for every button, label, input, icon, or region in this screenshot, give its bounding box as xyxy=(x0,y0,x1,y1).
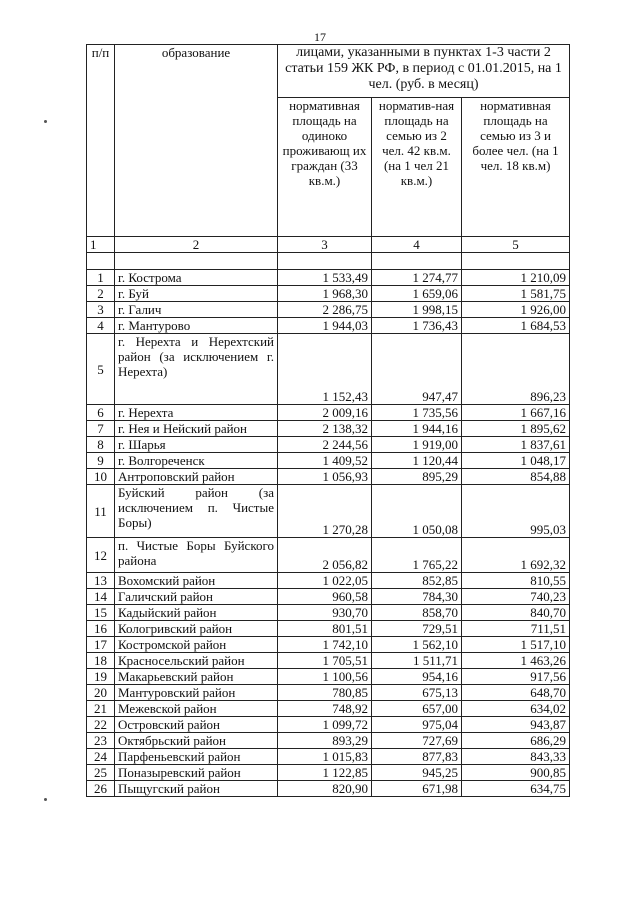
row-value-4: 1 120,44 xyxy=(372,453,462,469)
table-row xyxy=(87,573,570,589)
row-name: Костромской район xyxy=(115,637,278,653)
row-value-4: 729,51 xyxy=(372,621,462,637)
scan-speck xyxy=(44,120,47,123)
row-number: 6 xyxy=(87,405,115,421)
row-value-3: 1 270,28 xyxy=(278,485,372,538)
row-value-4: 1 735,56 xyxy=(372,405,462,421)
row-value-3: 930,70 xyxy=(278,605,372,621)
row-number: 26 xyxy=(87,781,115,797)
row-name: г. Мантурово xyxy=(115,318,278,334)
index-cell: 3 xyxy=(278,237,372,253)
row-number: 20 xyxy=(87,685,115,701)
row-value-5: 1 926,00 xyxy=(462,302,570,318)
row-number: 21 xyxy=(87,701,115,717)
row-number: 4 xyxy=(87,318,115,334)
row-name: Кологривский район xyxy=(115,621,278,637)
row-name: г. Кострома xyxy=(115,270,278,286)
tariff-table xyxy=(86,44,570,797)
row-number: 9 xyxy=(87,453,115,469)
row-number: 1 xyxy=(87,270,115,286)
row-number: 17 xyxy=(87,637,115,653)
table-row xyxy=(87,749,570,765)
row-name: Парфеньевский район xyxy=(115,749,278,765)
row-value-4: 1 765,22 xyxy=(372,538,462,573)
index-cell: 5 xyxy=(462,237,570,253)
table-row xyxy=(87,653,570,669)
row-value-4: 1 562,10 xyxy=(372,637,462,653)
row-value-4: 945,25 xyxy=(372,765,462,781)
row-value-4: 727,69 xyxy=(372,733,462,749)
empty-cell xyxy=(462,253,570,270)
row-value-3: 2 244,56 xyxy=(278,437,372,453)
table-row xyxy=(87,637,570,653)
row-value-3: 1 705,51 xyxy=(278,653,372,669)
row-value-5: 1 048,17 xyxy=(462,453,570,469)
table-row xyxy=(87,302,570,318)
row-name: Кадыйский район xyxy=(115,605,278,621)
row-value-4: 1 919,00 xyxy=(372,437,462,453)
row-name: Пыщугский район xyxy=(115,781,278,797)
row-name: г. Нея и Нейский район xyxy=(115,421,278,437)
row-name: Антроповский район xyxy=(115,469,278,485)
table-empty-row xyxy=(87,253,570,270)
row-name: г. Буй xyxy=(115,286,278,302)
row-number: 10 xyxy=(87,469,115,485)
row-name: Галичский район xyxy=(115,589,278,605)
row-name: г. Нерехта xyxy=(115,405,278,421)
row-value-3: 1 944,03 xyxy=(278,318,372,334)
empty-cell xyxy=(278,253,372,270)
row-name: Мантуровский район xyxy=(115,685,278,701)
table-row xyxy=(87,405,570,421)
row-name: Вохомский район xyxy=(115,573,278,589)
row-name: Островский район xyxy=(115,717,278,733)
row-value-3: 2 286,75 xyxy=(278,302,372,318)
table-index-row xyxy=(87,237,570,253)
row-number: 12 xyxy=(87,538,115,573)
row-name: Красносельский район xyxy=(115,653,278,669)
row-name: Буйский район (за исключением п. Чистые Боры) xyxy=(115,485,278,538)
row-value-3: 1 533,49 xyxy=(278,270,372,286)
table-row xyxy=(87,334,570,405)
table-row xyxy=(87,270,570,286)
row-value-5: 843,33 xyxy=(462,749,570,765)
empty-cell xyxy=(115,253,278,270)
row-value-5: 900,85 xyxy=(462,765,570,781)
empty-cell xyxy=(372,253,462,270)
header-col-name: образование xyxy=(115,45,278,237)
header-group-title: лицами, указанными в пунктах 1-3 части 2 статьи 159 ЖК РФ, в период с 01.01.2015, на 1 чел. (руб. в месяц) xyxy=(278,45,570,98)
row-value-5: 1 692,32 xyxy=(462,538,570,573)
row-value-3: 893,29 xyxy=(278,733,372,749)
row-value-3: 2 056,82 xyxy=(278,538,372,573)
row-name: г. Галич xyxy=(115,302,278,318)
row-value-5: 943,87 xyxy=(462,717,570,733)
row-number: 18 xyxy=(87,653,115,669)
row-number: 14 xyxy=(87,589,115,605)
row-value-3: 1 968,30 xyxy=(278,286,372,302)
row-number: 13 xyxy=(87,573,115,589)
row-number: 19 xyxy=(87,669,115,685)
row-value-5: 995,03 xyxy=(462,485,570,538)
row-value-4: 975,04 xyxy=(372,717,462,733)
row-value-4: 1 736,43 xyxy=(372,318,462,334)
row-value-3: 1 742,10 xyxy=(278,637,372,653)
row-name: г. Шарья xyxy=(115,437,278,453)
table-row xyxy=(87,485,570,538)
header-col-4: норматив-ная площадь на семью из 2 чел. 42 кв.м. (на 1 чел 21 кв.м.) xyxy=(372,98,462,237)
row-value-5: 634,02 xyxy=(462,701,570,717)
table-row xyxy=(87,717,570,733)
index-cell: 4 xyxy=(372,237,462,253)
table-row xyxy=(87,621,570,637)
row-number: 25 xyxy=(87,765,115,781)
row-value-3: 1 056,93 xyxy=(278,469,372,485)
row-value-5: 686,29 xyxy=(462,733,570,749)
row-value-5: 1 581,75 xyxy=(462,286,570,302)
row-value-4: 1 944,16 xyxy=(372,421,462,437)
page-number: 17 xyxy=(314,30,326,44)
row-name: п. Чистые Боры Буйского района xyxy=(115,538,278,573)
row-value-4: 675,13 xyxy=(372,685,462,701)
table-row xyxy=(87,318,570,334)
row-value-3: 1 152,43 xyxy=(278,334,372,405)
row-value-4: 1 050,08 xyxy=(372,485,462,538)
table-row xyxy=(87,669,570,685)
row-value-3: 1 022,05 xyxy=(278,573,372,589)
row-number: 23 xyxy=(87,733,115,749)
row-value-5: 1 463,26 xyxy=(462,653,570,669)
row-value-3: 820,90 xyxy=(278,781,372,797)
table-row xyxy=(87,605,570,621)
row-value-5: 1 210,09 xyxy=(462,270,570,286)
table-row xyxy=(87,538,570,573)
row-number: 2 xyxy=(87,286,115,302)
row-number: 3 xyxy=(87,302,115,318)
row-value-3: 1 015,83 xyxy=(278,749,372,765)
table-row xyxy=(87,765,570,781)
row-value-5: 917,56 xyxy=(462,669,570,685)
row-number: 7 xyxy=(87,421,115,437)
row-value-4: 657,00 xyxy=(372,701,462,717)
row-value-3: 748,92 xyxy=(278,701,372,717)
row-number: 8 xyxy=(87,437,115,453)
table-row xyxy=(87,437,570,453)
row-value-5: 1 517,10 xyxy=(462,637,570,653)
row-value-3: 1 122,85 xyxy=(278,765,372,781)
row-value-5: 1 684,53 xyxy=(462,318,570,334)
row-value-5: 854,88 xyxy=(462,469,570,485)
row-value-4: 1 511,71 xyxy=(372,653,462,669)
row-value-4: 877,83 xyxy=(372,749,462,765)
row-number: 15 xyxy=(87,605,115,621)
row-value-3: 1 099,72 xyxy=(278,717,372,733)
row-name: Поназыревский район xyxy=(115,765,278,781)
row-value-4: 852,85 xyxy=(372,573,462,589)
row-value-3: 960,58 xyxy=(278,589,372,605)
row-value-3: 2 138,32 xyxy=(278,421,372,437)
header-col-5: нормативная площадь на семью из 3 и более чел. (на 1 чел. 18 кв.м) xyxy=(462,98,570,237)
row-value-3: 1 100,56 xyxy=(278,669,372,685)
row-value-4: 1 998,15 xyxy=(372,302,462,318)
row-value-5: 840,70 xyxy=(462,605,570,621)
row-value-5: 896,23 xyxy=(462,334,570,405)
table-header-row xyxy=(87,45,570,98)
row-value-5: 1 667,16 xyxy=(462,405,570,421)
row-name: Октябрьский район xyxy=(115,733,278,749)
table-row xyxy=(87,701,570,717)
row-value-4: 671,98 xyxy=(372,781,462,797)
table-row xyxy=(87,685,570,701)
row-value-3: 2 009,16 xyxy=(278,405,372,421)
table-row xyxy=(87,286,570,302)
row-value-5: 1 837,61 xyxy=(462,437,570,453)
table-row xyxy=(87,589,570,605)
empty-cell xyxy=(87,253,115,270)
row-number: 11 xyxy=(87,485,115,538)
row-name: Макарьевский район xyxy=(115,669,278,685)
row-value-4: 858,70 xyxy=(372,605,462,621)
row-value-4: 947,47 xyxy=(372,334,462,405)
row-value-3: 1 409,52 xyxy=(278,453,372,469)
row-number: 24 xyxy=(87,749,115,765)
table-row xyxy=(87,733,570,749)
scan-speck xyxy=(44,798,47,801)
row-value-4: 1 274,77 xyxy=(372,270,462,286)
row-number: 16 xyxy=(87,621,115,637)
row-number: 22 xyxy=(87,717,115,733)
row-value-4: 1 659,06 xyxy=(372,286,462,302)
row-value-5: 740,23 xyxy=(462,589,570,605)
row-value-5: 1 895,62 xyxy=(462,421,570,437)
row-value-4: 784,30 xyxy=(372,589,462,605)
table-row xyxy=(87,469,570,485)
row-value-4: 954,16 xyxy=(372,669,462,685)
row-value-3: 780,85 xyxy=(278,685,372,701)
row-value-3: 801,51 xyxy=(278,621,372,637)
header-col-3: нормативная площадь на одиноко проживающ их граждан (33 кв.м.) xyxy=(278,98,372,237)
row-value-5: 711,51 xyxy=(462,621,570,637)
row-name: г. Нерехта и Нерехтский район (за исключением г. Нерехта) xyxy=(115,334,278,405)
index-cell: 1 xyxy=(87,237,115,253)
row-name: Межевской район xyxy=(115,701,278,717)
row-value-5: 648,70 xyxy=(462,685,570,701)
table-row xyxy=(87,421,570,437)
table-row xyxy=(87,781,570,797)
row-value-4: 895,29 xyxy=(372,469,462,485)
table-row xyxy=(87,453,570,469)
header-col-num: п/п xyxy=(87,45,115,237)
row-name: г. Волгореченск xyxy=(115,453,278,469)
row-value-5: 634,75 xyxy=(462,781,570,797)
row-number: 5 xyxy=(87,334,115,405)
index-cell: 2 xyxy=(115,237,278,253)
row-value-5: 810,55 xyxy=(462,573,570,589)
